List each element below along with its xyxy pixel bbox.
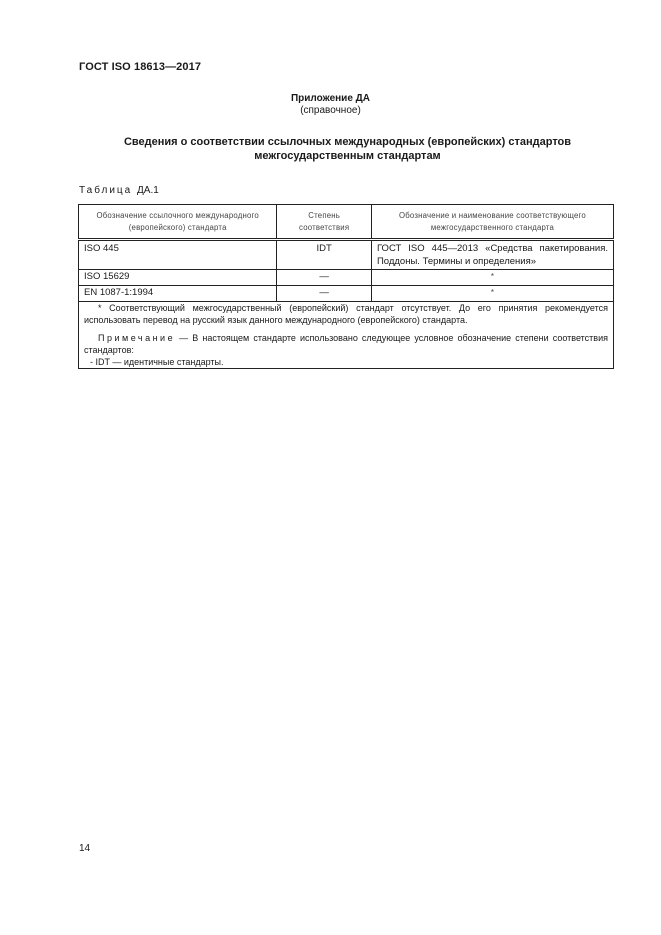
table-caption-label: Таблица	[79, 185, 133, 196]
table-footnote: * Соответствующий межгосударственный (европейский) стандарт отсутствует. До его принятия рекомендуется использовать перевод на русский язык данного международного (европейского) стандарта.	[84, 303, 608, 325]
annex-title: Приложение ДА	[290, 93, 371, 104]
column-header-text: Обозначение ссылочного международного	[96, 210, 259, 220]
table-notes-row	[79, 302, 614, 369]
cell-reference: ISO 15629	[79, 270, 277, 286]
table-header-row	[79, 205, 614, 240]
page-number: 14	[79, 843, 91, 854]
note-list-item: - IDT — идентичные стандарты.	[90, 357, 224, 367]
cell-interstate: *	[371, 286, 613, 302]
table-row	[79, 270, 614, 286]
cell-reference: EN 1087-1:1994	[79, 286, 277, 302]
column-header-text: межгосударственного стандарта	[430, 222, 555, 232]
column-header-text: соответствия	[299, 222, 350, 232]
cell-degree: —	[277, 286, 372, 302]
column-header-reference-standard	[79, 205, 277, 240]
table-row	[79, 286, 614, 302]
cell-reference: ISO 445	[79, 240, 277, 270]
document-standard-code: ГОСТ ISO 18613—2017	[79, 61, 202, 73]
note-label: Примечание	[98, 333, 176, 343]
column-header-text: Обозначение и наименование соответствующего	[399, 210, 586, 220]
column-header-text: (европейского) стандарта	[128, 222, 227, 232]
annex-subtitle: (справочное)	[300, 105, 361, 116]
table-caption	[79, 185, 159, 196]
cell-degree: IDT	[277, 240, 372, 270]
column-header-degree	[277, 205, 372, 240]
table-notes-cell	[79, 302, 614, 369]
standards-correspondence-table	[78, 204, 614, 369]
table-note	[84, 332, 608, 356]
section-title	[0, 135, 661, 163]
note-text: — В настоящем стандарте использовано следующее условное обозначение степени соответствия стандартов:	[84, 333, 608, 355]
column-header-interstate-standard	[371, 205, 613, 240]
cell-interstate: ГОСТ ISO 445—2013 «Средства пакетирования. Поддоны. Термины и определения»	[371, 240, 613, 270]
section-title-line-1: Сведения о соответствии ссылочных международных (европейских) стандартов	[123, 136, 572, 148]
column-header-text: Степень	[308, 210, 341, 220]
cell-degree: —	[277, 270, 372, 286]
cell-interstate: *	[371, 270, 613, 286]
section-title-line-2: межгосударственным стандартам	[254, 150, 441, 162]
table-row	[79, 240, 614, 270]
table-caption-number: ДА.1	[137, 185, 159, 196]
